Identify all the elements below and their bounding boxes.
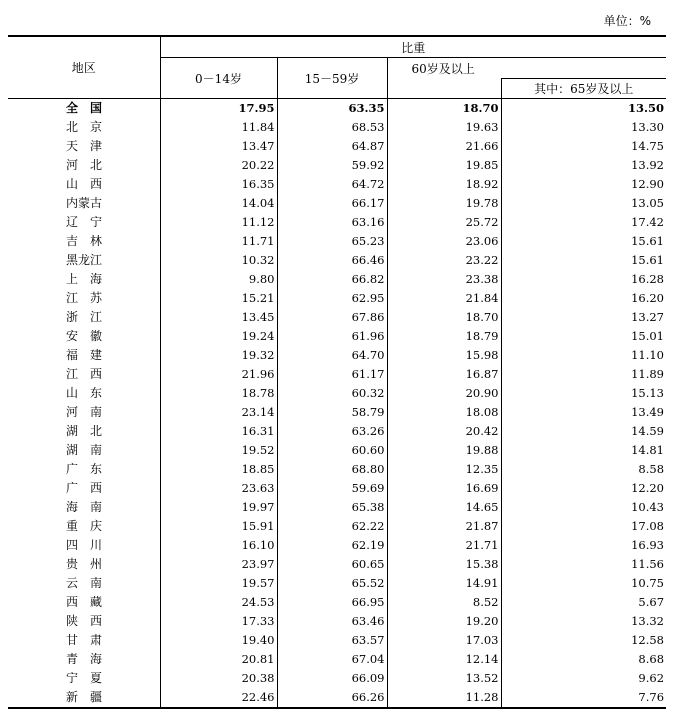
table-row	[8, 365, 666, 384]
region-cell: 江 苏	[8, 289, 160, 308]
region-cell: 北 京	[8, 118, 160, 137]
age-0-14-cell: 24.53	[160, 593, 277, 612]
age-0-14-cell: 20.81	[160, 650, 277, 669]
age-60-plus-cell: 21.71	[387, 536, 501, 555]
age-60-plus-cell: 18.70	[387, 308, 501, 327]
age-0-14-cell: 20.22	[160, 156, 277, 175]
age-65-plus-cell: 14.59	[631, 424, 665, 438]
age-65-plus-cell: 9.62	[638, 671, 665, 685]
region-cell: 上 海	[8, 270, 160, 289]
age-15-59-cell: 64.72	[277, 175, 387, 194]
age-65-plus-cell: 17.08	[631, 519, 665, 533]
age-60-plus-cell: 14.91	[387, 574, 501, 593]
age-60-plus-cell: 12.35	[387, 460, 501, 479]
unit-label: 单位：%	[603, 14, 651, 28]
age-15-59-cell: 58.79	[277, 403, 387, 422]
age-0-14-cell: 16.31	[160, 422, 277, 441]
age-0-14-cell: 19.57	[160, 574, 277, 593]
table-row	[8, 403, 666, 422]
table-body	[8, 99, 666, 709]
region-cell: 四 川	[8, 536, 160, 555]
region-cell: 辽 宁	[8, 213, 160, 232]
age-60-plus-cell: 19.20	[387, 612, 501, 631]
age-65-plus-cell: 8.58	[638, 462, 665, 476]
table-row	[8, 688, 666, 708]
region-cell: 青 海	[8, 650, 160, 669]
age-65-plus-cell: 15.61	[631, 234, 665, 248]
age-0-14-cell: 19.24	[160, 327, 277, 346]
table-row	[8, 669, 666, 688]
age-65-plus-cell: 11.89	[631, 367, 665, 381]
region-cell: 天 津	[8, 137, 160, 156]
age-0-14-cell: 18.85	[160, 460, 277, 479]
age-15-59-cell: 63.57	[277, 631, 387, 650]
age-0-14-cell: 11.71	[160, 232, 277, 251]
age-0-14-cell: 19.52	[160, 441, 277, 460]
table-row	[8, 213, 666, 232]
region-cell: 福 建	[8, 346, 160, 365]
age-65-plus-cell: 15.01	[631, 329, 665, 343]
table-row	[8, 308, 666, 327]
table-row	[8, 175, 666, 194]
table-row	[8, 422, 666, 441]
age-60-plus-cell: 19.88	[387, 441, 501, 460]
age-65-plus-cell: 12.58	[631, 633, 665, 647]
age-65-plus-cell: 14.81	[631, 443, 665, 457]
table-row	[8, 118, 666, 137]
age-65-plus-cell: 13.50	[628, 101, 665, 115]
header-proportion: 比重	[160, 36, 666, 58]
age-60-plus-cell: 20.90	[387, 384, 501, 403]
age-65-plus-cell: 8.68	[638, 652, 665, 666]
table-row	[8, 650, 666, 669]
age-15-59-cell: 66.95	[277, 593, 387, 612]
age-60-plus-cell: 16.69	[387, 479, 501, 498]
age-15-59-cell: 67.04	[277, 650, 387, 669]
age-65-plus-cell: 16.28	[631, 272, 665, 286]
age-0-14-cell: 17.33	[160, 612, 277, 631]
table-row	[8, 479, 666, 498]
age-15-59-cell: 66.26	[277, 688, 387, 708]
age-15-59-cell: 63.46	[277, 612, 387, 631]
age-15-59-cell: 59.92	[277, 156, 387, 175]
age-60-plus-cell: 23.38	[387, 270, 501, 289]
table-row	[8, 289, 666, 308]
age-0-14-cell: 22.46	[160, 688, 277, 708]
age-15-59-cell: 66.09	[277, 669, 387, 688]
age-60-plus-cell: 15.38	[387, 555, 501, 574]
population-age-table	[8, 35, 666, 709]
header-age-15-59: 15－59岁	[277, 58, 387, 99]
age-60-plus-cell: 19.63	[387, 118, 501, 137]
age-0-14-cell: 14.04	[160, 194, 277, 213]
age-15-59-cell: 60.65	[277, 555, 387, 574]
age-15-59-cell: 62.95	[277, 289, 387, 308]
region-cell: 江 西	[8, 365, 160, 384]
region-cell: 山 东	[8, 384, 160, 403]
age-60-plus-cell: 21.84	[387, 289, 501, 308]
table-row	[8, 612, 666, 631]
age-15-59-cell: 65.38	[277, 498, 387, 517]
age-15-59-cell: 67.86	[277, 308, 387, 327]
table-row	[8, 555, 666, 574]
age-60-plus-cell: 18.70	[387, 99, 501, 119]
region-cell: 全 国	[8, 99, 160, 119]
age-15-59-cell: 68.53	[277, 118, 387, 137]
age-65-plus-cell: 15.13	[631, 386, 665, 400]
age-0-14-cell: 13.45	[160, 308, 277, 327]
age-0-14-cell: 11.84	[160, 118, 277, 137]
region-cell: 海 南	[8, 498, 160, 517]
age-0-14-cell: 19.40	[160, 631, 277, 650]
table-row	[8, 498, 666, 517]
age-15-59-cell: 64.87	[277, 137, 387, 156]
table-row	[8, 251, 666, 270]
header-age-0-14: 0－14岁	[160, 58, 277, 99]
age-15-59-cell: 62.22	[277, 517, 387, 536]
age-0-14-cell: 23.63	[160, 479, 277, 498]
age-60-plus-cell: 25.72	[387, 213, 501, 232]
age-15-59-cell: 59.69	[277, 479, 387, 498]
age-60-plus-cell: 16.87	[387, 365, 501, 384]
table-row	[8, 460, 666, 479]
age-0-14-cell: 11.12	[160, 213, 277, 232]
age-15-59-cell: 63.26	[277, 422, 387, 441]
region-cell: 广 西	[8, 479, 160, 498]
table-row	[8, 593, 666, 612]
region-cell: 山 西	[8, 175, 160, 194]
region-cell: 甘 肃	[8, 631, 160, 650]
table-row	[8, 327, 666, 346]
age-15-59-cell: 62.19	[277, 536, 387, 555]
region-cell: 陕 西	[8, 612, 160, 631]
table-row	[8, 270, 666, 289]
age-15-59-cell: 66.17	[277, 194, 387, 213]
age-0-14-cell: 19.32	[160, 346, 277, 365]
table-row	[8, 631, 666, 650]
table-row	[8, 137, 666, 156]
region-cell: 浙 江	[8, 308, 160, 327]
region-cell: 吉 林	[8, 232, 160, 251]
age-15-59-cell: 65.52	[277, 574, 387, 593]
age-60-plus-cell: 23.22	[387, 251, 501, 270]
table-row	[8, 346, 666, 365]
age-15-59-cell: 66.46	[277, 251, 387, 270]
region-cell: 西 藏	[8, 593, 160, 612]
region-cell: 河 南	[8, 403, 160, 422]
region-cell: 安 徽	[8, 327, 160, 346]
region-cell: 湖 北	[8, 422, 160, 441]
age-65-plus-cell: 11.10	[631, 348, 665, 362]
age-0-14-cell: 13.47	[160, 137, 277, 156]
region-cell: 河 北	[8, 156, 160, 175]
table-row	[8, 536, 666, 555]
age-60-plus-cell: 20.42	[387, 422, 501, 441]
age-0-14-cell: 23.14	[160, 403, 277, 422]
age-65-plus-cell: 16.93	[631, 538, 665, 552]
region-cell: 贵 州	[8, 555, 160, 574]
age-0-14-cell: 20.38	[160, 669, 277, 688]
age-65-plus-cell: 14.75	[631, 139, 665, 153]
age-0-14-cell: 10.32	[160, 251, 277, 270]
age-60-plus-cell: 17.03	[387, 631, 501, 650]
table-row	[8, 441, 666, 460]
age-0-14-cell: 9.80	[160, 270, 277, 289]
age-60-plus-cell: 19.85	[387, 156, 501, 175]
age-65-plus-cell: 11.56	[631, 557, 665, 571]
age-0-14-cell: 16.10	[160, 536, 277, 555]
age-65-plus-cell: 10.75	[631, 576, 665, 590]
region-cell: 广 东	[8, 460, 160, 479]
age-65-plus-cell: 5.67	[638, 595, 665, 609]
age-0-14-cell: 23.97	[160, 555, 277, 574]
age-60-plus-cell: 18.08	[387, 403, 501, 422]
age-60-plus-cell: 15.98	[387, 346, 501, 365]
age-60-plus-cell: 18.79	[387, 327, 501, 346]
header-region: 地区	[8, 36, 160, 99]
age-60-plus-cell: 21.66	[387, 137, 501, 156]
age-0-14-cell: 19.97	[160, 498, 277, 517]
table-row	[8, 194, 666, 213]
age-0-14-cell: 21.96	[160, 365, 277, 384]
age-15-59-cell: 63.35	[277, 99, 387, 119]
age-60-plus-cell: 18.92	[387, 175, 501, 194]
region-cell: 宁 夏	[8, 669, 160, 688]
table-row	[8, 384, 666, 403]
age-15-59-cell: 60.32	[277, 384, 387, 403]
age-65-plus-cell: 13.92	[631, 158, 665, 172]
age-60-plus-cell: 12.14	[387, 650, 501, 669]
age-15-59-cell: 65.23	[277, 232, 387, 251]
header-age-65-plus: 其中：65岁及以上	[501, 79, 666, 99]
table-row	[8, 156, 666, 175]
age-65-plus-cell: 12.90	[631, 177, 665, 191]
table-row	[8, 99, 666, 119]
age-60-plus-cell: 19.78	[387, 194, 501, 213]
age-0-14-cell: 17.95	[160, 99, 277, 119]
age-65-plus-cell: 17.42	[631, 215, 665, 229]
age-0-14-cell: 15.21	[160, 289, 277, 308]
age-65-plus-cell: 7.76	[501, 688, 666, 708]
age-60-plus-cell: 14.65	[387, 498, 501, 517]
age-65-plus-cell: 12.20	[631, 481, 665, 495]
region-cell: 重 庆	[8, 517, 160, 536]
age-60-plus-cell: 23.06	[387, 232, 501, 251]
age-65-plus-cell: 13.05	[631, 196, 665, 210]
age-15-59-cell: 66.82	[277, 270, 387, 289]
table-row	[8, 232, 666, 251]
header-age-60-plus: 60岁及以上	[411, 61, 475, 76]
age-65-plus-cell: 13.30	[631, 120, 665, 134]
age-15-59-cell: 61.17	[277, 365, 387, 384]
age-0-14-cell: 16.35	[160, 175, 277, 194]
age-65-plus-cell: 16.20	[631, 291, 665, 305]
age-15-59-cell: 60.60	[277, 441, 387, 460]
age-15-59-cell: 68.80	[277, 460, 387, 479]
age-15-59-cell: 61.96	[277, 327, 387, 346]
region-cell: 新 疆	[8, 688, 160, 708]
age-15-59-cell: 63.16	[277, 213, 387, 232]
age-60-plus-cell: 13.52	[387, 669, 501, 688]
region-cell: 湖 南	[8, 441, 160, 460]
age-65-plus-cell: 15.61	[631, 253, 665, 267]
region-cell: 云 南	[8, 574, 160, 593]
age-65-plus-cell: 10.43	[631, 500, 665, 514]
table-row	[8, 574, 666, 593]
age-65-plus-cell: 13.49	[631, 405, 665, 419]
age-60-plus-cell: 21.87	[387, 517, 501, 536]
age-60-plus-cell: 8.52	[387, 593, 501, 612]
region-cell: 内蒙古	[8, 194, 160, 213]
region-cell: 黑龙江	[8, 251, 160, 270]
age-60-plus-cell: 11.28	[387, 688, 501, 708]
age-15-59-cell: 64.70	[277, 346, 387, 365]
age-65-plus-cell: 13.32	[631, 614, 665, 628]
age-65-plus-cell: 13.27	[631, 310, 665, 324]
age-0-14-cell: 15.91	[160, 517, 277, 536]
table-row	[8, 517, 666, 536]
age-0-14-cell: 18.78	[160, 384, 277, 403]
